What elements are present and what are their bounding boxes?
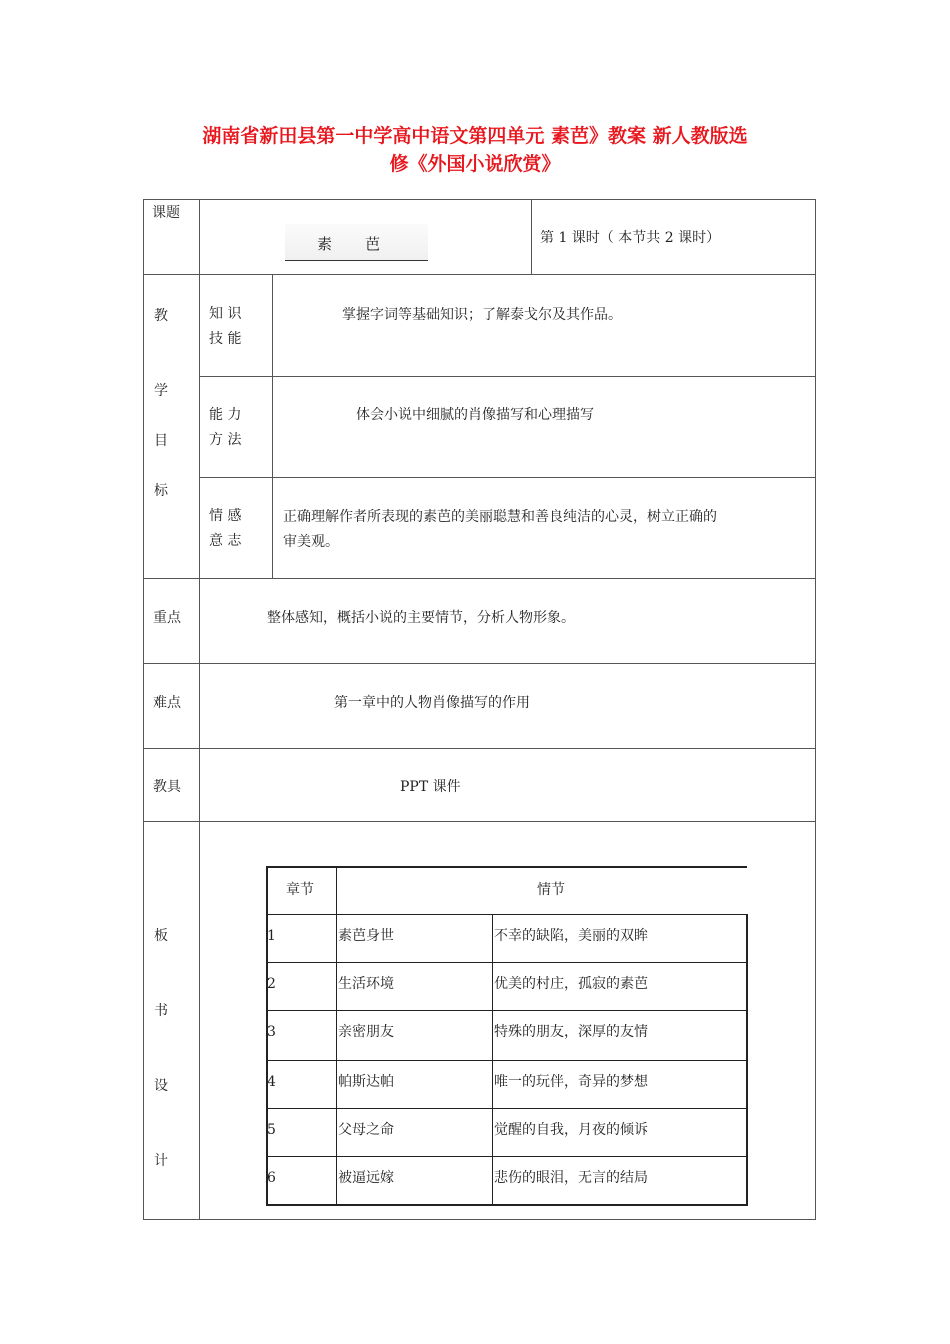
- board-header-chapter: 章节: [286, 882, 314, 898]
- topic-title-banner: [285, 224, 428, 260]
- difficulty-content: 第一章中的人物肖像描写的作用: [334, 695, 530, 711]
- objective-content-ability: 体会小说中细腻的肖像描写和心理描写: [356, 407, 594, 423]
- session-info: 第 1 课时（ 本节共 2 课时）: [540, 230, 721, 246]
- topic-name: 素 芭: [317, 235, 382, 253]
- topic-label: 课题: [152, 205, 180, 221]
- difficulty-label: 难点: [153, 695, 181, 711]
- objective-content-emotion-line2: 审美观。: [283, 534, 339, 550]
- objective-content-emotion: 正确理解作者所表现的素芭的美丽聪慧和善良纯洁的心灵，树立正确的: [283, 509, 717, 525]
- document-title-line-2: 修《外国小说欣赏》: [389, 153, 561, 175]
- objective-label-ability: 能 力 方 法: [209, 407, 242, 448]
- board-header-plot: 情节: [537, 882, 565, 898]
- topic-title-underline: [285, 260, 428, 261]
- objective-content-knowledge: 掌握字词等基础知识；了解泰戈尔及其作品。: [342, 307, 622, 323]
- key-point-label: 重点: [153, 610, 181, 626]
- objective-label-knowledge: 知 识 技 能: [209, 306, 242, 347]
- objective-label-emotion: 情 感 意 志: [209, 508, 242, 549]
- key-point-content: 整体感知，概括小说的主要情节，分析人物形象。: [267, 610, 575, 626]
- teaching-aids-label: 教具: [153, 779, 181, 795]
- teaching-aids-content: PPT 课件: [400, 779, 461, 795]
- document-title-line-1: 湖南省新田县第一中学高中语文第四单元 素芭》教案 新人教版选: [202, 125, 748, 147]
